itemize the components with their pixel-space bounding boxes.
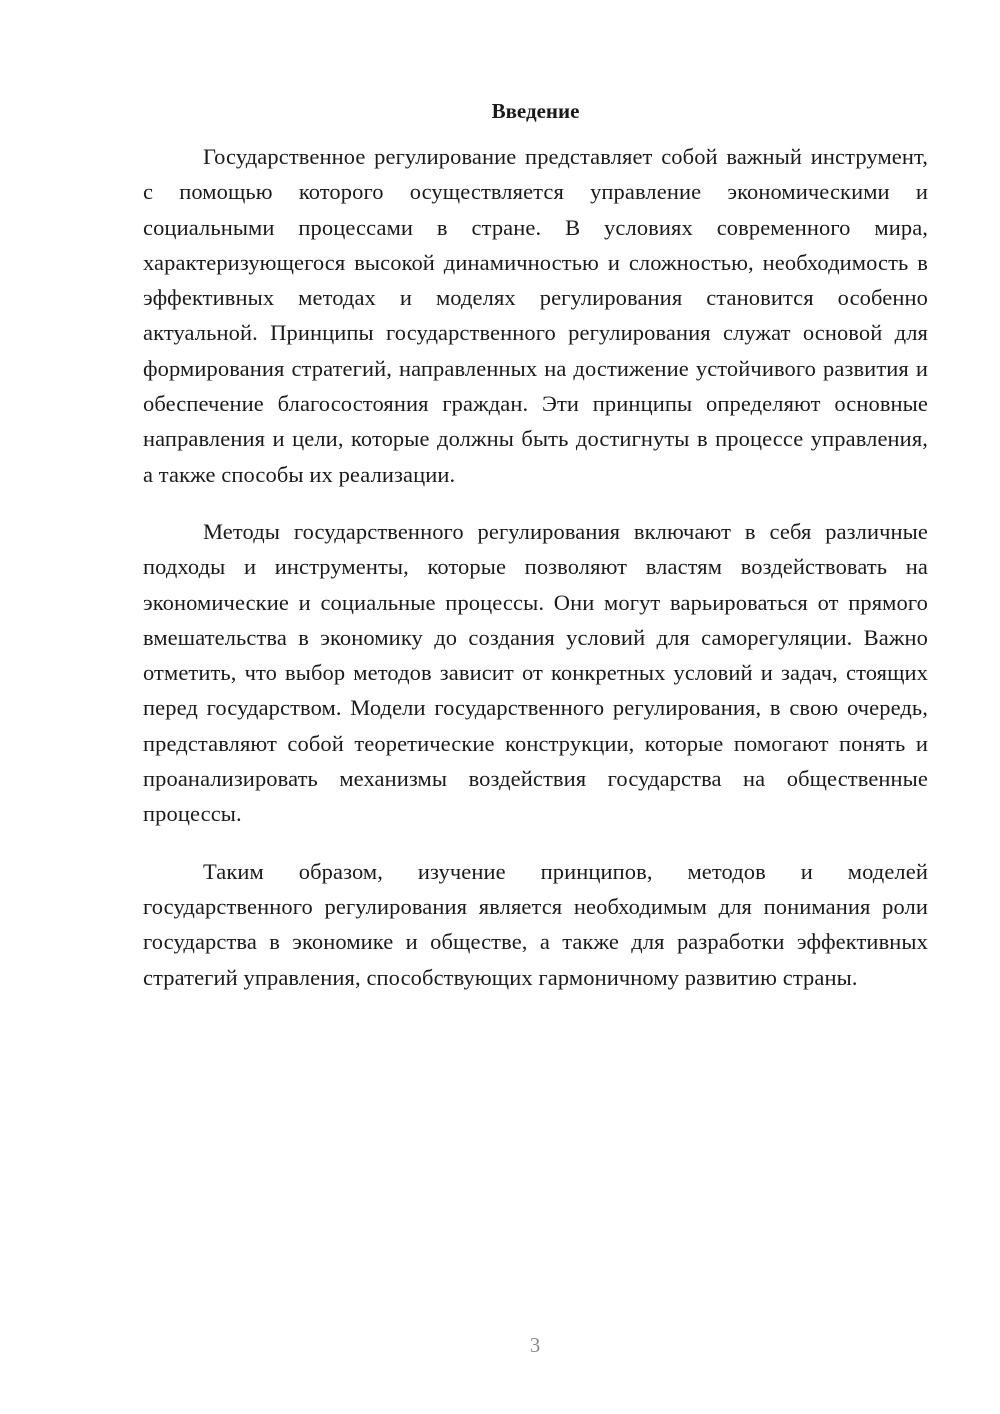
section-title: Введение [491, 99, 580, 123]
page-number: 3 [529, 1333, 541, 1357]
paragraph-2: Методы государственного регулирования включают в себя различные подходы и инструменты, которые позволяют властям воздействовать на экономические и социальные процессы. Они могут варьироваться от прямого вмешательства в экономику до создания условий для саморегуляции. Важно отметить, что выбор методов зависит от конкретных условий и задач, стоящих перед государством. Модели государственного регулирования, в свою очередь, представляют собой теоретические конструкции, которые помогают понять и проанализировать механизмы воздействия государства на общественные процессы. [143, 518, 928, 827]
paragraph-1: Государственное регулирование представляет собой важный инструмент, с помощью которого осуществляется управление экономическими и социальными процессами в стране. В условиях современного мира, характеризующегося высокой динамичностью и сложностью, необходимость в эффективных методах и моделях регулирования становится особенно актуальной. Принципы государственного регулирования служат основой для формирования стратегий, направленных на достижение устойчивого развития и обеспечение благосостояния граждан. Эти принципы определяют основные направления и цели, которые должны быть достигнуты в процессе управления, а также способы их реализации. [143, 144, 928, 487]
page-content [143, 95, 928, 995]
paragraph-3: Таким образом, изучение принципов, методов и моделей государственного регулирования является необходимым для понимания роли государства в экономике и обществе, а также для разработки эффективных стратегий управления, способствующих гармоничному развитию страны. [143, 858, 928, 990]
